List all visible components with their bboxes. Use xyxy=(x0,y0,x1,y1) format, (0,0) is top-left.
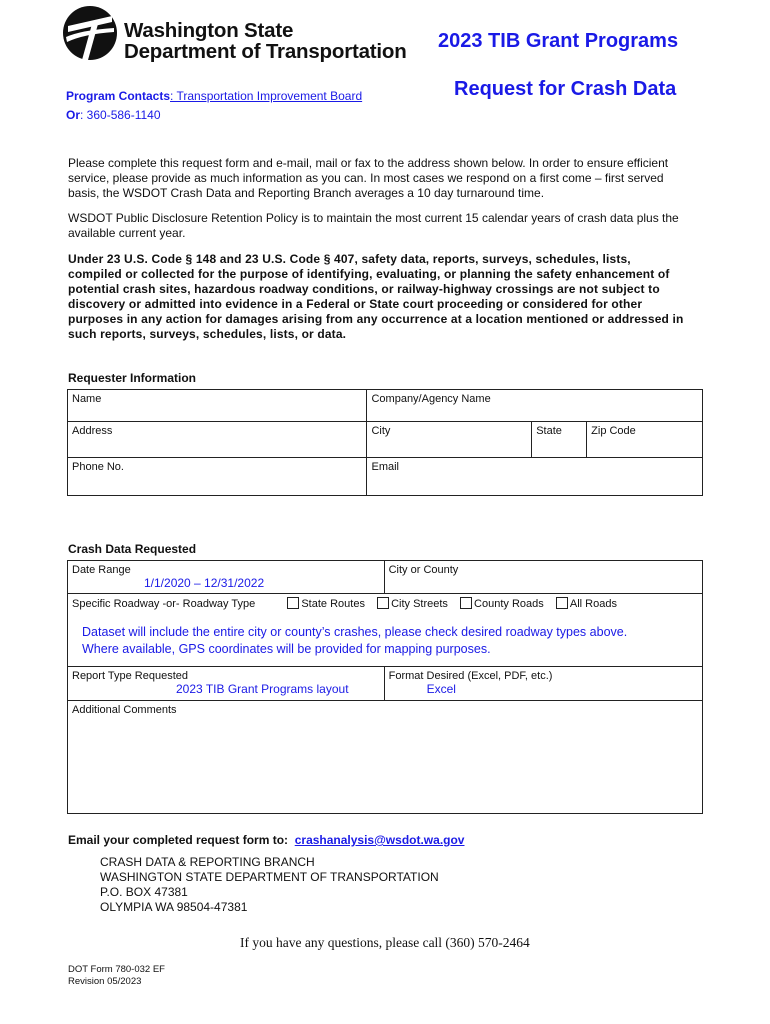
city-label: City xyxy=(371,425,391,437)
revision-date: Revision 05/2023 xyxy=(68,976,142,987)
address-line4: OLYMPIA WA 98504-47381 xyxy=(100,900,248,914)
legal-paragraph: Under 23 U.S. Code § 148 and 23 U.S. Code § 407, safety data, reports, surveys, schedules, lists, compiled or collected for the purpose of identifying, evaluating, or planning the safety enhancement of potential crash sites, hazardous roadway conditions, or railway-highway crossings are not subject to discovery or admitted into evidence in a Federal or State court proceeding or considered for other purposes in any action for damages arising from any occurrence at a location mentioned or addressed in such reports, surveys, schedules, lists, or data. xyxy=(68,252,684,341)
state-routes-label: State Routes xyxy=(301,598,365,610)
report-type-field[interactable] xyxy=(68,667,385,701)
company-field[interactable] xyxy=(367,390,703,422)
state-routes-checkbox[interactable] xyxy=(287,597,299,609)
date-range-value: 1/1/2020 – 12/31/2022 xyxy=(144,576,265,590)
agency-name xyxy=(124,20,407,62)
submit-email-link[interactable]: crashanalysis@wsdot.wa.gov xyxy=(294,833,465,847)
dataset-note: Dataset will include the entire city or county’s crashes, please check desired roadway types above. xyxy=(82,625,628,639)
or-label: Or xyxy=(66,108,81,122)
contacts-label: Program Contacts xyxy=(66,89,171,103)
date-range-label: Date Range xyxy=(72,564,131,576)
address-line2: WASHINGTON STATE DEPARTMENT OF TRANSPORTATION xyxy=(100,870,439,884)
form-number: DOT Form 780-032 EF xyxy=(68,964,165,975)
format-value: Excel xyxy=(426,682,456,696)
additional-comments-field[interactable] xyxy=(68,701,703,814)
questions-note: If you have any questions, please call (360) 570-2464 xyxy=(240,935,530,950)
roadway-label: Specific Roadway -or- Roadway Type xyxy=(72,598,256,610)
date-range-field[interactable] xyxy=(68,561,385,594)
program-contacts xyxy=(66,87,362,125)
wsdot-logo-icon xyxy=(62,4,118,62)
state-field[interactable] xyxy=(532,422,587,458)
format-label: Format Desired (Excel, PDF, etc.) xyxy=(388,670,553,682)
all-roads-label: All Roads xyxy=(569,598,617,610)
comments-label: Additional Comments xyxy=(72,704,177,716)
format-field[interactable] xyxy=(384,667,702,701)
city-streets-checkbox[interactable] xyxy=(377,597,389,609)
address-line3: P.O. BOX 47381 xyxy=(100,885,188,899)
crash-section-title: Crash Data Requested xyxy=(68,542,197,556)
zip-field[interactable] xyxy=(587,422,703,458)
address-line1: CRASH DATA & REPORTING BRANCH xyxy=(100,855,315,869)
submit-instructions xyxy=(68,833,464,847)
county-roads-checkbox[interactable] xyxy=(460,597,472,609)
report-type-value: 2023 TIB Grant Programs layout xyxy=(176,682,349,696)
email-label: Email xyxy=(371,461,399,473)
company-label: Company/Agency Name xyxy=(371,393,491,405)
crash-table xyxy=(67,560,703,814)
state-label: State xyxy=(536,425,562,437)
city-streets-label: City Streets xyxy=(391,598,448,610)
name-field[interactable] xyxy=(68,390,367,422)
mailing-address xyxy=(100,855,439,915)
contacts-phone: : 360-586-1140 xyxy=(80,108,161,122)
name-label: Name xyxy=(72,393,102,405)
intro-paragraph: Please complete this request form and e-mail, mail or fax to the address shown below. In order to ensure efficient service, please provide as much information as you can. In most cases we respond on a first come – first served basis, the WSDOT Crash Data and Reporting Branch averages a 10 day turnaround time. xyxy=(68,156,669,200)
county-roads-label: County Roads xyxy=(474,598,544,610)
report-type-label: Report Type Requested xyxy=(72,670,188,682)
city-field[interactable] xyxy=(367,422,532,458)
email-field[interactable] xyxy=(367,458,703,496)
roadway-type-row xyxy=(68,594,703,667)
agency-line1: Washington State xyxy=(124,19,294,42)
city-county-label: City or County xyxy=(388,564,459,576)
agency-line2: Department of Transportation xyxy=(124,40,407,63)
zip-label: Zip Code xyxy=(591,425,636,437)
retention-paragraph: WSDOT Public Disclosure Retention Policy is to maintain the most current 15 calendar years of crash data plus the available current year. xyxy=(68,211,679,240)
all-roads-checkbox[interactable] xyxy=(556,597,568,609)
requester-table xyxy=(67,389,703,496)
phone-field[interactable] xyxy=(68,458,367,496)
address-field[interactable] xyxy=(68,422,367,458)
form-footer xyxy=(68,964,165,988)
contacts-value[interactable]: : Transportation Improvement Board xyxy=(170,89,363,103)
requester-section-title: Requester Information xyxy=(68,371,197,385)
form-subtitle: Request for Crash Data xyxy=(454,78,677,100)
form-title: 2023 TIB Grant Programs xyxy=(438,30,679,52)
address-label: Address xyxy=(72,425,113,437)
phone-label: Phone No. xyxy=(72,461,124,473)
city-county-field[interactable] xyxy=(384,561,702,594)
gps-note: Where available, GPS coordinates will be provided for mapping purposes. xyxy=(82,642,491,656)
submit-label: Email your completed request form to: xyxy=(68,833,289,847)
